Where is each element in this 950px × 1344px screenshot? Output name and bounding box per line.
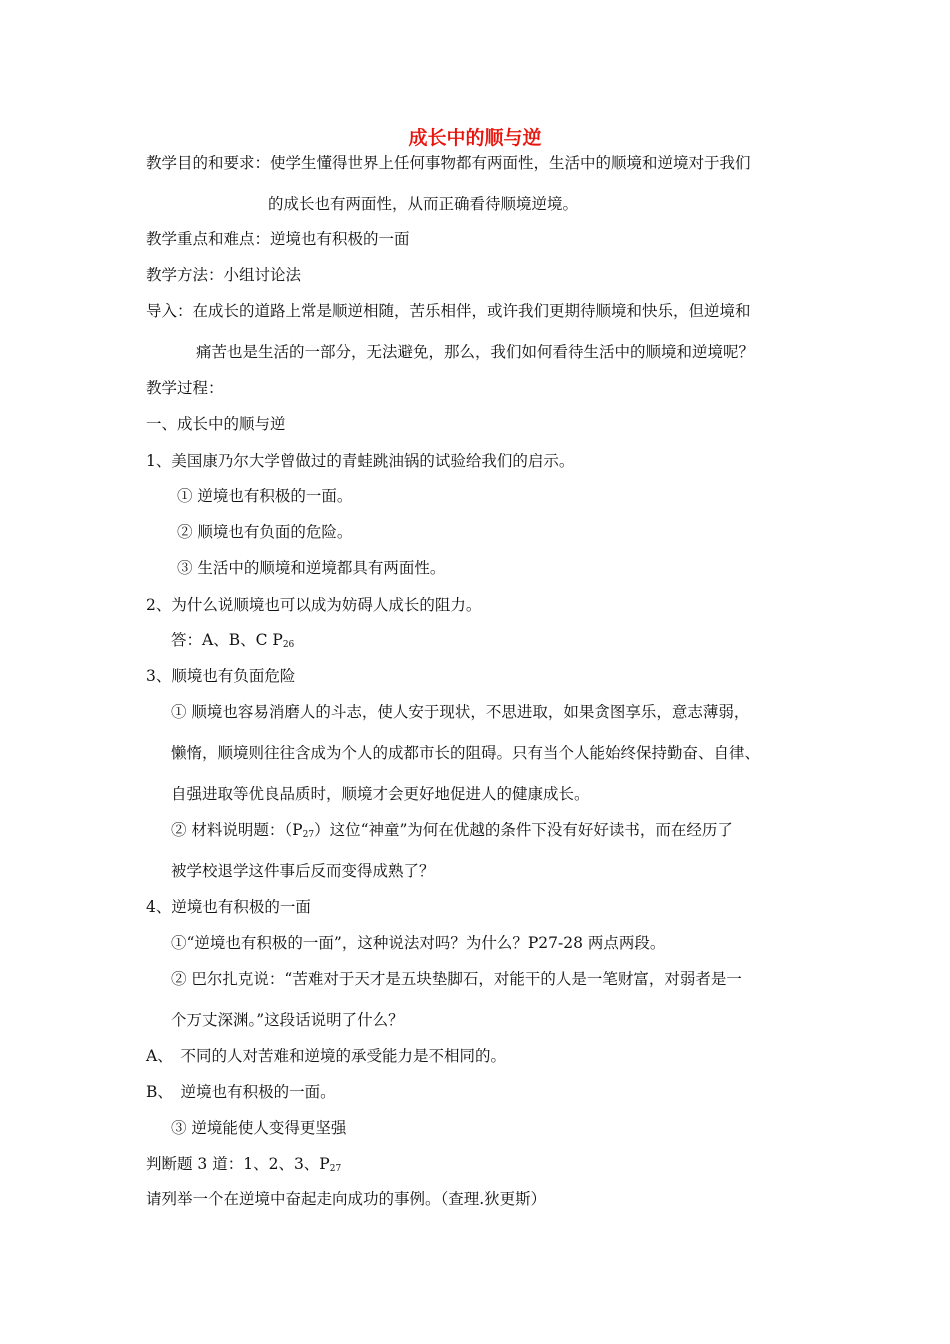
intro-line-cont: 痛苦也是生活的一部分，无法避免，那么，我们如何看待生活中的顺境和逆境呢？ — [196, 343, 755, 361]
paragraph-line: ①“逆境也有积极的一面”，这种说法对吗？为什么？P27-28 两点两段。 — [171, 934, 666, 952]
paragraph-line: 自强进取等优良品质时，顺境才会更好地促进人的健康成长。 — [171, 785, 590, 803]
page-subscript: 27 — [329, 1164, 342, 1174]
list-item: 4、逆境也有积极的一面 — [146, 898, 311, 916]
answer-text: 答：A、B、C P — [171, 631, 283, 649]
intro-line: 导入：在成长的道路上常是顺逆相随，苦乐相伴，或许我们更期待顺境和快乐，但逆境和 — [146, 302, 751, 320]
list-item: 1、美国康乃尔大学曾做过的青蛙跳油锅的试验给我们的启示。 — [146, 452, 575, 470]
paragraph-line: 个万丈深渊。”这段话说明了什么？ — [171, 1011, 404, 1029]
process-heading: 教学过程： — [146, 379, 224, 397]
paragraph-line: 被学校退学这件事后反而变得成熟了？ — [171, 862, 435, 880]
list-item: 3、顺境也有负面危险 — [146, 667, 296, 685]
judge-line — [146, 1154, 341, 1179]
paragraph-line: 懒惰，顺境则往往含成为个人的成都市长的阻碍。只有当个人能始终保持勤奋、自律、 — [171, 744, 761, 762]
material-question-pre: ② 材料说明题：（P — [171, 821, 303, 839]
focus-line: 教学重点和难点：逆境也有积极的一面 — [146, 230, 410, 248]
list-item: 2、为什么说顺境也可以成为妨碍人成长的阻力。 — [146, 596, 482, 614]
section-heading: 一、成长中的顺与逆 — [146, 415, 286, 433]
page-title: 成长中的顺与逆 — [408, 127, 542, 149]
material-question-post: ）这位“神童”为何在优越的条件下没有好好读书，而在经历了 — [314, 821, 733, 839]
paragraph-line: ② 巴尔扎克说：“苦难对于天才是五块垫脚石，对能干的人是一笔财富，对弱者是一 — [171, 970, 742, 988]
list-item: ① 逆境也有积极的一面。 — [177, 487, 353, 505]
paragraph-line: ③ 逆境能使人变得更坚强 — [171, 1119, 347, 1137]
paragraph-line — [171, 820, 733, 845]
answer-line — [171, 630, 294, 655]
objective-line-cont: 的成长也有两面性，从而正确看待顺境逆境。 — [268, 195, 579, 213]
judge-text: 判断题 3 道：1、2、3、P — [146, 1155, 330, 1173]
example-line: 请列举一个在逆境中奋起走向成功的事例。（查理.狄更斯） — [146, 1190, 547, 1208]
page-subscript: 26 — [282, 640, 295, 650]
answer-option: A、 不同的人对苦难和逆境的承受能力是不相同的。 — [146, 1047, 506, 1065]
objective-line: 教学目的和要求：使学生懂得世界上任何事物都有两面性，生活中的顺境和逆境对于我们 — [146, 154, 751, 172]
answer-option: B、 逆境也有积极的一面。 — [146, 1083, 336, 1101]
page-subscript: 27 — [302, 830, 315, 840]
list-item: ③ 生活中的顺境和逆境都具有两面性。 — [177, 559, 446, 577]
method-line: 教学方法：小组讨论法 — [146, 266, 302, 284]
list-item: ② 顺境也有负面的危险。 — [177, 523, 353, 541]
paragraph-line: ① 顺境也容易消磨人的斗志，使人安于现状，不思进取，如果贪图享乐，意志薄弱， — [171, 703, 750, 721]
